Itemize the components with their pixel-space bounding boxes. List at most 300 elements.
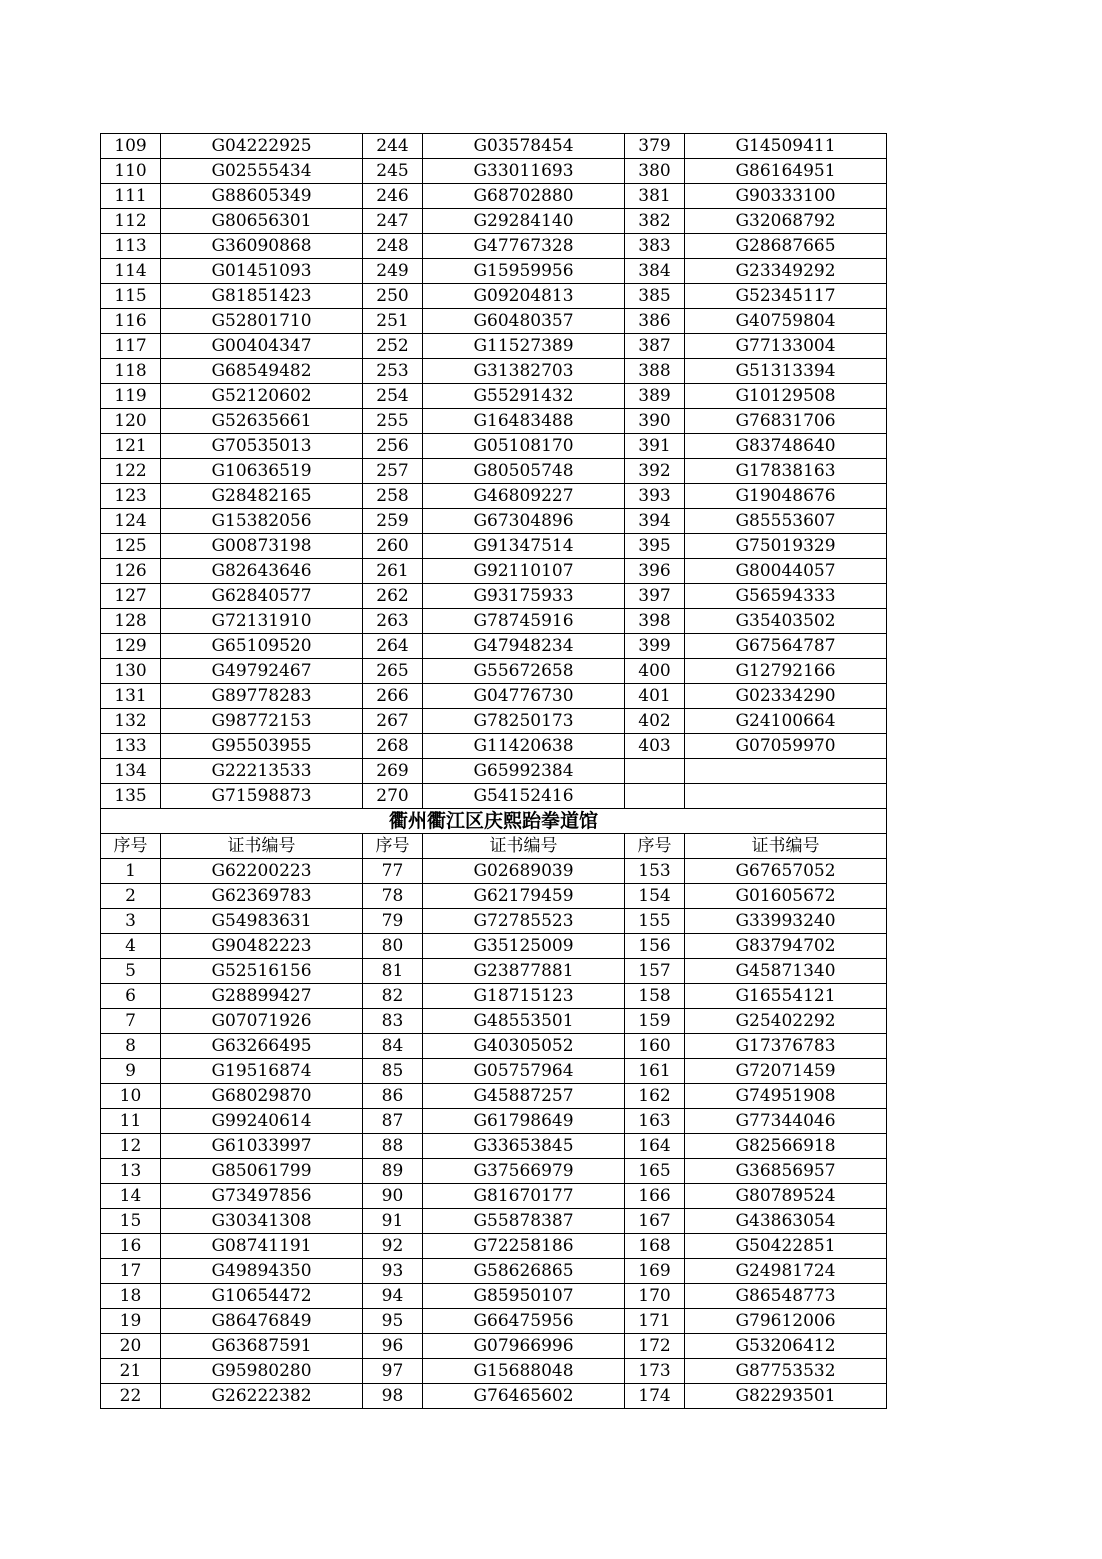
seq-cell: 83 xyxy=(363,1009,423,1034)
cert-number-cell: G95980280 xyxy=(161,1359,363,1384)
section-title: 衢州衢江区庆熙跆拳道馆 xyxy=(101,809,887,834)
table-row xyxy=(101,234,887,259)
section-title-row xyxy=(101,809,887,834)
seq-cell: 246 xyxy=(363,184,423,209)
table-row xyxy=(101,859,887,884)
seq-cell: 98 xyxy=(363,1384,423,1409)
seq-cell: 121 xyxy=(101,434,161,459)
seq-cell: 245 xyxy=(363,159,423,184)
table-row xyxy=(101,784,887,809)
cert-number-cell: G71598873 xyxy=(161,784,363,809)
seq-cell: 5 xyxy=(101,959,161,984)
seq-cell: 134 xyxy=(101,759,161,784)
cert-number-cell: G86548773 xyxy=(685,1284,887,1309)
seq-cell: 18 xyxy=(101,1284,161,1309)
cert-number-cell: G99240614 xyxy=(161,1109,363,1134)
seq-cell: 154 xyxy=(625,884,685,909)
cert-number-cell: G76465602 xyxy=(423,1384,625,1409)
seq-cell: 252 xyxy=(363,334,423,359)
cert-number-cell: G72785523 xyxy=(423,909,625,934)
seq-cell: 392 xyxy=(625,459,685,484)
seq-cell: 85 xyxy=(363,1059,423,1084)
cert-number-cell: G54152416 xyxy=(423,784,625,809)
cert-number-cell: G15382056 xyxy=(161,509,363,534)
table-row xyxy=(101,159,887,184)
cert-number-cell: G02555434 xyxy=(161,159,363,184)
seq-cell: 77 xyxy=(363,859,423,884)
seq-cell: 388 xyxy=(625,359,685,384)
seq-cell: 174 xyxy=(625,1384,685,1409)
cert-number-cell: G24100664 xyxy=(685,709,887,734)
cert-number-cell: G31382703 xyxy=(423,359,625,384)
seq-cell: 90 xyxy=(363,1184,423,1209)
table-row xyxy=(101,559,887,584)
table-row xyxy=(101,209,887,234)
seq-cell: 397 xyxy=(625,584,685,609)
cert-number-cell: G68702880 xyxy=(423,184,625,209)
cert-number-cell: G65992384 xyxy=(423,759,625,784)
cert-number-cell: G35125009 xyxy=(423,934,625,959)
table-row xyxy=(101,959,887,984)
seq-cell: 17 xyxy=(101,1259,161,1284)
cert-number-cell: G17838163 xyxy=(685,459,887,484)
cert-number-cell: G02334290 xyxy=(685,684,887,709)
cert-number-cell: G10129508 xyxy=(685,384,887,409)
cert-number-cell: G74951908 xyxy=(685,1084,887,1109)
seq-cell: 135 xyxy=(101,784,161,809)
cert-number-cell: G67657052 xyxy=(685,859,887,884)
seq-cell: 117 xyxy=(101,334,161,359)
seq-cell: 159 xyxy=(625,1009,685,1034)
cert-number-cell: G60480357 xyxy=(423,309,625,334)
cert-number-cell: G81670177 xyxy=(423,1184,625,1209)
seq-cell: 396 xyxy=(625,559,685,584)
seq-cell: 157 xyxy=(625,959,685,984)
cert-number-cell: G80789524 xyxy=(685,1184,887,1209)
cert-number-cell: G90482223 xyxy=(161,934,363,959)
cert-number-cell: G43863054 xyxy=(685,1209,887,1234)
seq-cell: 264 xyxy=(363,634,423,659)
seq-cell: 160 xyxy=(625,1034,685,1059)
seq-cell: 256 xyxy=(363,434,423,459)
seq-header: 序号 xyxy=(363,834,423,859)
cert-number-cell: G12792166 xyxy=(685,659,887,684)
cert-number-cell: G47767328 xyxy=(423,234,625,259)
seq-cell: 162 xyxy=(625,1084,685,1109)
seq-cell: 89 xyxy=(363,1159,423,1184)
seq-cell: 263 xyxy=(363,609,423,634)
cert-number-cell: G78250173 xyxy=(423,709,625,734)
seq-cell: 91 xyxy=(363,1209,423,1234)
table-row xyxy=(101,309,887,334)
seq-cell: 115 xyxy=(101,284,161,309)
table-row xyxy=(101,184,887,209)
seq-cell: 390 xyxy=(625,409,685,434)
cert-number-cell: G07966996 xyxy=(423,1334,625,1359)
seq-cell: 171 xyxy=(625,1309,685,1334)
seq-cell: 251 xyxy=(363,309,423,334)
seq-cell: 80 xyxy=(363,934,423,959)
seq-cell: 381 xyxy=(625,184,685,209)
cert-number-cell: G55878387 xyxy=(423,1209,625,1234)
seq-cell: 386 xyxy=(625,309,685,334)
seq-cell: 158 xyxy=(625,984,685,1009)
seq-cell: 123 xyxy=(101,484,161,509)
seq-cell: 125 xyxy=(101,534,161,559)
cert-number-cell: G11420638 xyxy=(423,734,625,759)
seq-header: 序号 xyxy=(101,834,161,859)
cert-number-cell: G50422851 xyxy=(685,1234,887,1259)
seq-cell: 244 xyxy=(363,134,423,159)
cert-number-cell: G37566979 xyxy=(423,1159,625,1184)
seq-cell: 403 xyxy=(625,734,685,759)
cert-number-cell: G81851423 xyxy=(161,284,363,309)
cert-number-cell: G10654472 xyxy=(161,1284,363,1309)
table-row xyxy=(101,1284,887,1309)
table-row xyxy=(101,509,887,534)
cert-number-cell: G58626865 xyxy=(423,1259,625,1284)
seq-cell: 254 xyxy=(363,384,423,409)
cert-number-cell: G45871340 xyxy=(685,959,887,984)
seq-cell: 93 xyxy=(363,1259,423,1284)
cert-number-cell: G63687591 xyxy=(161,1334,363,1359)
seq-cell: 3 xyxy=(101,909,161,934)
cert-number-cell: G98772153 xyxy=(161,709,363,734)
cert-number-cell: G53206412 xyxy=(685,1334,887,1359)
cert-number-cell: G75019329 xyxy=(685,534,887,559)
cert-number-cell: G33011693 xyxy=(423,159,625,184)
cert-number-cell: G77133004 xyxy=(685,334,887,359)
cert-header: 证书编号 xyxy=(423,834,625,859)
seq-cell: 109 xyxy=(101,134,161,159)
cert-number-cell: G14509411 xyxy=(685,134,887,159)
cert-number-cell: G62840577 xyxy=(161,584,363,609)
seq-cell: 9 xyxy=(101,1059,161,1084)
seq-cell: 169 xyxy=(625,1259,685,1284)
seq-cell: 21 xyxy=(101,1359,161,1384)
cert-number-cell: G19048676 xyxy=(685,484,887,509)
seq-cell: 126 xyxy=(101,559,161,584)
cert-number-cell: G05757964 xyxy=(423,1059,625,1084)
table-row xyxy=(101,984,887,1009)
cert-number-cell: G32068792 xyxy=(685,209,887,234)
seq-cell: 129 xyxy=(101,634,161,659)
seq-cell xyxy=(625,784,685,809)
table-row xyxy=(101,1109,887,1134)
seq-cell: 255 xyxy=(363,409,423,434)
seq-cell: 402 xyxy=(625,709,685,734)
seq-cell: 269 xyxy=(363,759,423,784)
seq-cell: 383 xyxy=(625,234,685,259)
seq-cell: 401 xyxy=(625,684,685,709)
seq-cell: 250 xyxy=(363,284,423,309)
cert-number-cell: G88605349 xyxy=(161,184,363,209)
cert-number-cell: G61798649 xyxy=(423,1109,625,1134)
cert-number-cell: G68029870 xyxy=(161,1084,363,1109)
seq-cell: 265 xyxy=(363,659,423,684)
cert-number-cell: G45887257 xyxy=(423,1084,625,1109)
cert-number-cell: G33653845 xyxy=(423,1134,625,1159)
seq-cell: 166 xyxy=(625,1184,685,1209)
seq-cell: 15 xyxy=(101,1209,161,1234)
cert-number-cell: G52516156 xyxy=(161,959,363,984)
seq-cell: 258 xyxy=(363,484,423,509)
seq-cell: 398 xyxy=(625,609,685,634)
seq-cell: 167 xyxy=(625,1209,685,1234)
cert-number-cell: G65109520 xyxy=(161,634,363,659)
cert-number-cell: G56594333 xyxy=(685,584,887,609)
seq-cell: 84 xyxy=(363,1034,423,1059)
seq-cell: 156 xyxy=(625,934,685,959)
cert-number-cell: G28899427 xyxy=(161,984,363,1009)
cert-number-cell: G40305052 xyxy=(423,1034,625,1059)
cert-number-cell: G62179459 xyxy=(423,884,625,909)
seq-cell: 165 xyxy=(625,1159,685,1184)
seq-cell: 81 xyxy=(363,959,423,984)
seq-cell: 114 xyxy=(101,259,161,284)
cert-number-cell: G67304896 xyxy=(423,509,625,534)
table-row xyxy=(101,134,887,159)
seq-cell: 385 xyxy=(625,284,685,309)
table-row xyxy=(101,659,887,684)
cert-number-cell: G82293501 xyxy=(685,1384,887,1409)
cert-number-cell: G24981724 xyxy=(685,1259,887,1284)
certificate-table xyxy=(100,133,887,1409)
cert-number-cell: G07071926 xyxy=(161,1009,363,1034)
seq-cell: 127 xyxy=(101,584,161,609)
seq-cell: 379 xyxy=(625,134,685,159)
table-row xyxy=(101,759,887,784)
seq-cell: 170 xyxy=(625,1284,685,1309)
cert-number-cell: G91347514 xyxy=(423,534,625,559)
cert-number-cell: G15959956 xyxy=(423,259,625,284)
seq-cell: 86 xyxy=(363,1084,423,1109)
cert-number-cell: G73497856 xyxy=(161,1184,363,1209)
seq-cell: 131 xyxy=(101,684,161,709)
cert-number-cell: G28687665 xyxy=(685,234,887,259)
cert-number-cell: G10636519 xyxy=(161,459,363,484)
cert-number-cell: G04222925 xyxy=(161,134,363,159)
cert-number-cell: G28482165 xyxy=(161,484,363,509)
cert-number-cell: G15688048 xyxy=(423,1359,625,1384)
seq-cell: 267 xyxy=(363,709,423,734)
seq-cell: 20 xyxy=(101,1334,161,1359)
seq-cell: 261 xyxy=(363,559,423,584)
cert-number-cell: G92110107 xyxy=(423,559,625,584)
seq-cell: 253 xyxy=(363,359,423,384)
table-row xyxy=(101,1209,887,1234)
cert-number-cell xyxy=(685,784,887,809)
table-row xyxy=(101,1234,887,1259)
table-row xyxy=(101,434,887,459)
seq-cell: 11 xyxy=(101,1109,161,1134)
seq-cell: 8 xyxy=(101,1034,161,1059)
table-row xyxy=(101,359,887,384)
table-row xyxy=(101,1334,887,1359)
cert-number-cell: G82643646 xyxy=(161,559,363,584)
seq-cell: 92 xyxy=(363,1234,423,1259)
cert-number-cell: G51313394 xyxy=(685,359,887,384)
cert-number-cell: G52635661 xyxy=(161,409,363,434)
seq-cell: 164 xyxy=(625,1134,685,1159)
cert-number-cell: G54983631 xyxy=(161,909,363,934)
cert-number-cell: G36856957 xyxy=(685,1159,887,1184)
seq-cell: 382 xyxy=(625,209,685,234)
cert-number-cell: G85950107 xyxy=(423,1284,625,1309)
cert-number-cell: G52801710 xyxy=(161,309,363,334)
seq-cell: 259 xyxy=(363,509,423,534)
seq-cell: 2 xyxy=(101,884,161,909)
seq-cell: 133 xyxy=(101,734,161,759)
table-row xyxy=(101,734,887,759)
seq-cell: 260 xyxy=(363,534,423,559)
cert-number-cell: G86476849 xyxy=(161,1309,363,1334)
seq-cell: 120 xyxy=(101,409,161,434)
cert-number-cell: G83748640 xyxy=(685,434,887,459)
seq-cell: 130 xyxy=(101,659,161,684)
seq-cell: 119 xyxy=(101,384,161,409)
cert-number-cell: G79612006 xyxy=(685,1309,887,1334)
seq-cell: 247 xyxy=(363,209,423,234)
table-row xyxy=(101,1059,887,1084)
seq-cell: 19 xyxy=(101,1309,161,1334)
seq-cell: 395 xyxy=(625,534,685,559)
seq-cell: 113 xyxy=(101,234,161,259)
cert-number-cell: G33993240 xyxy=(685,909,887,934)
cert-number-cell: G29284140 xyxy=(423,209,625,234)
cert-number-cell: G80044057 xyxy=(685,559,887,584)
cert-number-cell: G07059970 xyxy=(685,734,887,759)
seq-cell: 87 xyxy=(363,1109,423,1134)
seq-cell: 400 xyxy=(625,659,685,684)
cert-number-cell: G09204813 xyxy=(423,284,625,309)
cert-number-cell: G90333100 xyxy=(685,184,887,209)
seq-cell: 88 xyxy=(363,1134,423,1159)
seq-cell: 268 xyxy=(363,734,423,759)
cert-number-cell: G08741191 xyxy=(161,1234,363,1259)
seq-cell: 10 xyxy=(101,1084,161,1109)
seq-cell: 1 xyxy=(101,859,161,884)
cert-number-cell: G82566918 xyxy=(685,1134,887,1159)
cert-number-cell: G87753532 xyxy=(685,1359,887,1384)
cert-number-cell: G63266495 xyxy=(161,1034,363,1059)
cert-number-cell: G62369783 xyxy=(161,884,363,909)
cert-number-cell: G03578454 xyxy=(423,134,625,159)
seq-cell: 78 xyxy=(363,884,423,909)
table-row xyxy=(101,259,887,284)
cert-number-cell xyxy=(685,759,887,784)
cert-number-cell: G05108170 xyxy=(423,434,625,459)
cert-number-cell: G85553607 xyxy=(685,509,887,534)
cert-number-cell: G62200223 xyxy=(161,859,363,884)
seq-cell: 97 xyxy=(363,1359,423,1384)
cert-number-cell: G72131910 xyxy=(161,609,363,634)
cert-number-cell: G80656301 xyxy=(161,209,363,234)
header-row xyxy=(101,834,887,859)
seq-cell: 4 xyxy=(101,934,161,959)
seq-cell: 128 xyxy=(101,609,161,634)
table-row xyxy=(101,384,887,409)
seq-cell: 384 xyxy=(625,259,685,284)
table-row xyxy=(101,1034,887,1059)
seq-cell: 153 xyxy=(625,859,685,884)
seq-cell: 173 xyxy=(625,1359,685,1384)
cert-number-cell: G11527389 xyxy=(423,334,625,359)
cert-number-cell: G85061799 xyxy=(161,1159,363,1184)
seq-cell: 95 xyxy=(363,1309,423,1334)
cert-number-cell: G93175933 xyxy=(423,584,625,609)
cert-number-cell: G17376783 xyxy=(685,1034,887,1059)
cert-number-cell: G30341308 xyxy=(161,1209,363,1234)
cert-number-cell: G83794702 xyxy=(685,934,887,959)
cert-number-cell: G00873198 xyxy=(161,534,363,559)
seq-cell: 270 xyxy=(363,784,423,809)
table-row xyxy=(101,484,887,509)
seq-cell: 168 xyxy=(625,1234,685,1259)
seq-cell: 16 xyxy=(101,1234,161,1259)
table-row xyxy=(101,884,887,909)
cert-number-cell: G26222382 xyxy=(161,1384,363,1409)
cert-number-cell: G89778283 xyxy=(161,684,363,709)
cert-number-cell: G76831706 xyxy=(685,409,887,434)
seq-cell: 22 xyxy=(101,1384,161,1409)
cert-number-cell: G49792467 xyxy=(161,659,363,684)
seq-cell: 12 xyxy=(101,1134,161,1159)
table-row xyxy=(101,1359,887,1384)
seq-cell: 394 xyxy=(625,509,685,534)
cert-number-cell: G46809227 xyxy=(423,484,625,509)
cert-number-cell: G68549482 xyxy=(161,359,363,384)
seq-cell: 111 xyxy=(101,184,161,209)
cert-number-cell: G80505748 xyxy=(423,459,625,484)
cert-number-cell: G52345117 xyxy=(685,284,887,309)
cert-number-cell: G77344046 xyxy=(685,1109,887,1134)
cert-number-cell: G49894350 xyxy=(161,1259,363,1284)
cert-number-cell: G55291432 xyxy=(423,384,625,409)
cert-number-cell: G16554121 xyxy=(685,984,887,1009)
seq-cell: 116 xyxy=(101,309,161,334)
seq-cell: 94 xyxy=(363,1284,423,1309)
seq-cell: 161 xyxy=(625,1059,685,1084)
seq-cell: 155 xyxy=(625,909,685,934)
cert-header: 证书编号 xyxy=(685,834,887,859)
cert-number-cell: G78745916 xyxy=(423,609,625,634)
seq-cell: 172 xyxy=(625,1334,685,1359)
cert-number-cell: G52120602 xyxy=(161,384,363,409)
cert-number-cell: G23877881 xyxy=(423,959,625,984)
seq-cell: 96 xyxy=(363,1334,423,1359)
seq-cell: 393 xyxy=(625,484,685,509)
cert-number-cell: G48553501 xyxy=(423,1009,625,1034)
cert-number-cell: G01451093 xyxy=(161,259,363,284)
cert-number-cell: G47948234 xyxy=(423,634,625,659)
table-row xyxy=(101,609,887,634)
seq-cell: 380 xyxy=(625,159,685,184)
seq-cell: 110 xyxy=(101,159,161,184)
seq-cell: 257 xyxy=(363,459,423,484)
table-row xyxy=(101,1009,887,1034)
cert-number-cell: G86164951 xyxy=(685,159,887,184)
seq-cell: 389 xyxy=(625,384,685,409)
table-row xyxy=(101,1309,887,1334)
seq-cell: 163 xyxy=(625,1109,685,1134)
table-row xyxy=(101,584,887,609)
cert-number-cell: G72071459 xyxy=(685,1059,887,1084)
seq-cell: 14 xyxy=(101,1184,161,1209)
table-row xyxy=(101,934,887,959)
cert-number-cell: G36090868 xyxy=(161,234,363,259)
cert-number-cell: G22213533 xyxy=(161,759,363,784)
